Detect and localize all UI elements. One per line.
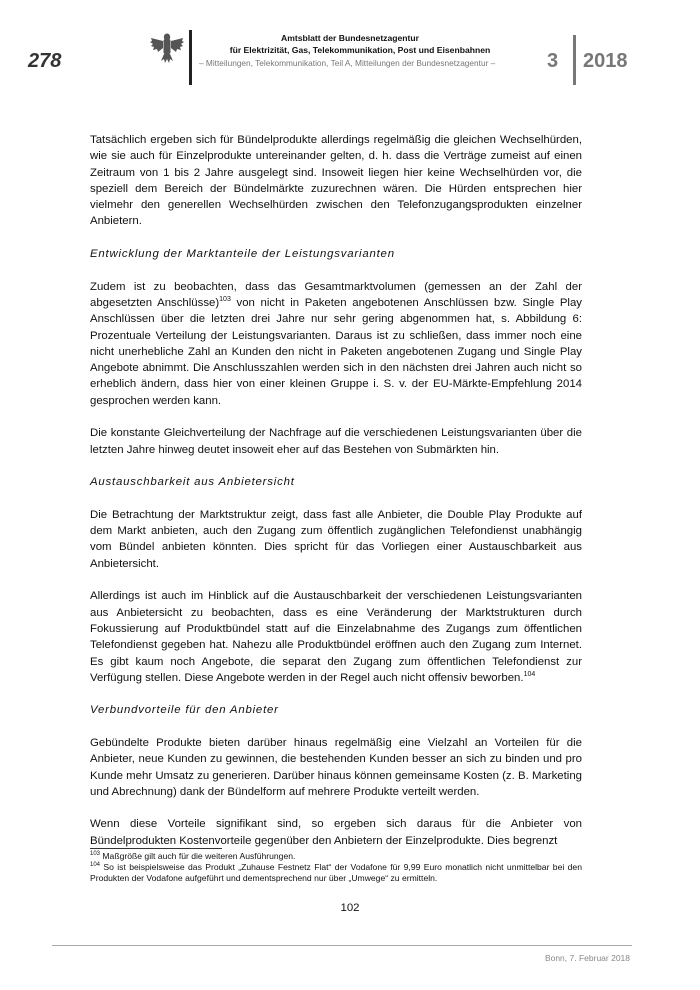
publication-section: – Mitteilungen, Telekommunikation, Teil A, Mitteilungen der Bundesnetzagentur – <box>199 58 496 68</box>
paragraph: Zudem ist zu beobachten, dass das Gesamtmarktvolumen (gemessen an der Zahl der abgesetzten Anschlüsse)$^{103}$ von nicht in Paketen angebotenen Anschlüssen bzw. Single Play Anschlüssen über die letzten drei Jahre nur sehr gering abgenommen hat, s. Abbildung 6: Prozentuale Verteilung der Leistungsvarianten. Daraus ist zu schließen, dass immer noch eine nicht unerhebliche Zahl an Kunden den nicht in Paketen angebotenen Zugang und Single Play Angebote abnimmt. Die Anschlusszahlen werden sich in den nächsten drei Jahren auch nicht so erheblich ändern, dass hier von einer kleinen Gruppe i. S. v. der EU-Märkte-Empfehlung 2014 gesprochen werden kann. <box>90 280 582 407</box>
footer-divider <box>52 945 632 946</box>
footer-date: Bonn, 7. Februar 2018 <box>544 953 630 963</box>
footnote-ref: 104 <box>523 671 536 678</box>
issue-number: 3 <box>547 50 559 72</box>
footnote-divider <box>90 848 222 849</box>
footnote: $^{104}$ So ist beispielsweise das Produkt „Zuhause Festnetz Flat“ der Vodafone für 9,99 Euro monatlich nicht unmittelbar bei den Produkten der Vodafone aufgeführt und dementsprechend nur über „Umwege“ zu ermitteln. <box>90 862 582 883</box>
publication-subtitle: für Elektrizität, Gas, Telekommunikation, Post und Eisenbahnen <box>229 45 491 55</box>
footnotes <box>90 851 582 884</box>
paragraph: Die konstante Gleichverteilung der Nachfrage auf die verschiedenen Leistungsvarianten über die letzten Jahre hinweg deutet insoweit eher auf das Bestehen von Submärkten hin. <box>90 427 582 456</box>
section-heading: Verbundvorteile für den Anbieter <box>90 704 279 717</box>
main-text <box>90 132 582 865</box>
issue-year: 2018 <box>583 50 628 72</box>
inner-page-number: 102 <box>340 902 360 914</box>
paragraph: Die Betrachtung der Marktstruktur zeigt, dass fast alle Anbieter, die Double Play Produkte auf dem Markt anbieten, auch den Zugang zum öffentlich zugänglichen Telefondienst unabhängig vom Bündel anbieten könnten. Dies spricht für das Vorliegen einer Austauschbarkeit aus Anbietersicht. <box>90 508 582 570</box>
section-heading: Entwicklung der Marktanteile der Leistungsvarianten <box>90 248 395 261</box>
footnote: $^{103}$ Maßgröße gilt auch für die weiteren Ausführungen. <box>90 851 296 861</box>
paragraph: Gebündelte Produkte bieten darüber hinaus regelmäßig eine Vielzahl an Vorteilen für die Anbieter, neue Kunden zu gewinnen, die bestehenden Kunden besser an sich zu binden und pro Kunde mehr Umsatz zu generieren. Darüber hinaus können gemeinsame Kosten (z. B. Marketing und Abrechnung) dank der Bündelform auf mehrere Produkte verteilt werden. <box>90 736 582 798</box>
paragraph: Wenn diese Vorteile signifikant sind, so ergeben sich daraus für die Anbieter von Bündelprodukten Kostenvorteile gegenüber den Anbietern der Einzelprodukte. Dies begrenzt <box>90 818 582 847</box>
federal-eagle-icon <box>150 30 184 66</box>
page-header <box>0 0 700 90</box>
page-number: 278 <box>28 50 62 72</box>
section-heading: Austauschbarkeit aus Anbietersicht <box>90 476 295 489</box>
paragraph: Allerdings ist auch im Hinblick auf die Austauschbarkeit der verschiedenen Leistungsvarianten aus Anbietersicht zu beobachten, dass es eine Veränderung der Marktstrukturen durch Fokussierung auf Produktbündel statt auf die Einzelabnahme des Zugangs zum öffentlichen Telefondienst gegeben hat. Nahezu alle Produktbündel eröffnen auch den Zugang zum Internet. Es gibt kaum noch Angebote, die separat den Zugang zum öffentlichen Telefondienst zur Verfügung stellen. Diese Angebote werden in der Regel auch nicht offensiv beworben.$^{104}$ <box>90 590 582 684</box>
paragraph: Tatsächlich ergeben sich für Bündelprodukte allerdings regelmäßig die gleichen Wechselhürden, wie sie auch für Einzelprodukte untereinander gelten, d. h. dass die Verträge zumeist auf einen Zeitraum von 1 bis 2 Jahre ausgelegt sind. Insoweit liegen hier keine Wechselhürden vor, die speziell dem Bereich der Bündelmärkte zuzurechnen wären. Die Hürden entsprechen hier vielmehr den generellen Wechselhürden zwischen den Telefonzugangsprodukten einzelner Anbietern. <box>90 134 582 228</box>
issue-divider <box>573 35 576 85</box>
footnote-ref: 103 <box>219 296 231 304</box>
publication-title: Amtsblatt der Bundesnetzagentur <box>281 33 419 43</box>
header-divider <box>189 30 192 85</box>
